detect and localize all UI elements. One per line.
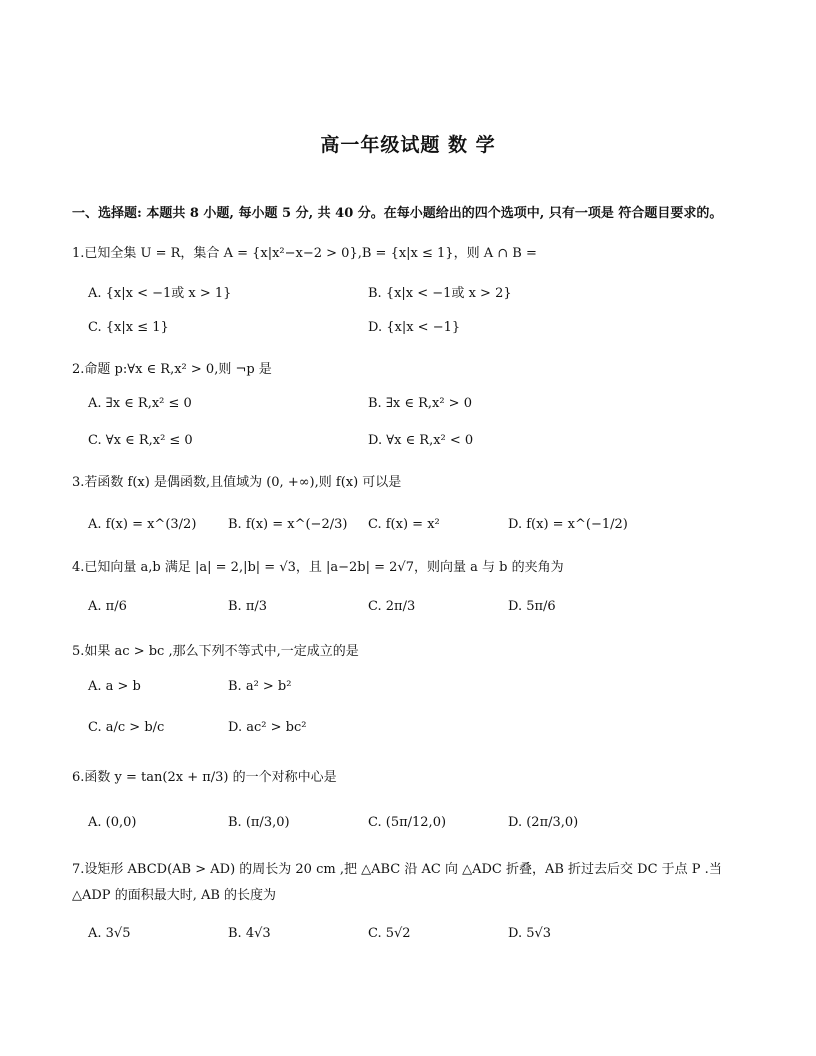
question-3-stem: 3.若函数 f(x) 是偶函数,且值域为 (0, +∞),则 f(x) 可以是 [72,475,402,490]
question-7-stem-line-2: △ADP 的面积最大时, AB 的长度为 [72,888,277,903]
question-5-option-b: B. a² > b² [228,679,292,694]
question-4-stem: 4.已知向量 a,b 满足 |a| = 2,|b| = √3，且 |a−2b| = 2√7，则向量 a 与 b 的夹角为 [72,560,564,575]
question-3-option-c: C. f(x) = x² [368,517,440,532]
question-2-option-b: B. ∃x ∈ R,x² > 0 [368,396,472,411]
question-1-option-c: C. {x|x ≤ 1} [88,320,169,335]
question-5-option-a: A. a > b [88,679,141,694]
question-5-stem: 5.如果 ac > bc ,那么下列不等式中,一定成立的是 [72,644,359,659]
question-6-stem: 6.函数 y = tan(2x + π/3) 的一个对称中心是 [72,770,337,785]
question-1-option-b: B. {x|x < −1或 x > 2} [368,286,512,301]
question-7-stem: 7.设矩形 ABCD(AB > AD) 的周长为 20 cm ,把 △ABC 沿 AC 向 △ADC 折叠，AB 折过去后交 DC 于点 P .当 [72,862,722,877]
question-5-option-c: C. a/c > b/c [88,720,165,735]
question-1-stem: 1.已知全集 U = R，集合 A = {x|x²−x−2 > 0},B = {x|x ≤ 1}，则 A ∩ B = [72,246,537,261]
question-3-option-b: B. f(x) = x^(−2/3) [228,517,348,532]
question-5-option-d: D. ac² > bc² [228,720,307,735]
question-7-option-c: C. 5√2 [368,926,411,941]
question-6-option-b: B. (π/3,0) [228,815,290,830]
question-2-stem: 2.命题 p:∀x ∈ R,x² > 0,则 ¬p 是 [72,362,272,377]
question-7-option-b: B. 4√3 [228,926,271,941]
question-3-option-a: A. f(x) = x^(3/2) [88,517,197,532]
question-2-option-c: C. ∀x ∈ R,x² ≤ 0 [88,433,193,448]
question-4-option-d: D. 5π/6 [508,599,556,614]
question-4-option-a: A. π/6 [88,599,127,614]
question-2-option-a: A. ∃x ∈ R,x² ≤ 0 [88,396,192,411]
question-3-option-d: D. f(x) = x^(−1/2) [508,517,628,532]
question-7-option-d: D. 5√3 [508,926,552,941]
question-6-option-a: A. (0,0) [88,815,137,830]
question-6-option-c: C. (5π/12,0) [368,815,447,830]
question-1-option-a: A. {x|x < −1或 x > 1} [88,286,232,301]
question-4-option-c: C. 2π/3 [368,599,416,614]
question-7-option-a: A. 3√5 [88,926,131,941]
question-6-option-d: D. (2π/3,0) [508,815,579,830]
page-title: 高一年级试题 数 学 [320,134,496,156]
section-header: 一、选择题: 本题共 8 小题, 每小题 5 分, 共 40 分。在每小题给出的四个选项中, 只有一项是 符合题目要求的。 [72,206,723,221]
question-1-option-d: D. {x|x < −1} [368,320,461,335]
question-2-option-d: D. ∀x ∈ R,x² < 0 [368,433,474,448]
question-4-option-b: B. π/3 [228,599,268,614]
